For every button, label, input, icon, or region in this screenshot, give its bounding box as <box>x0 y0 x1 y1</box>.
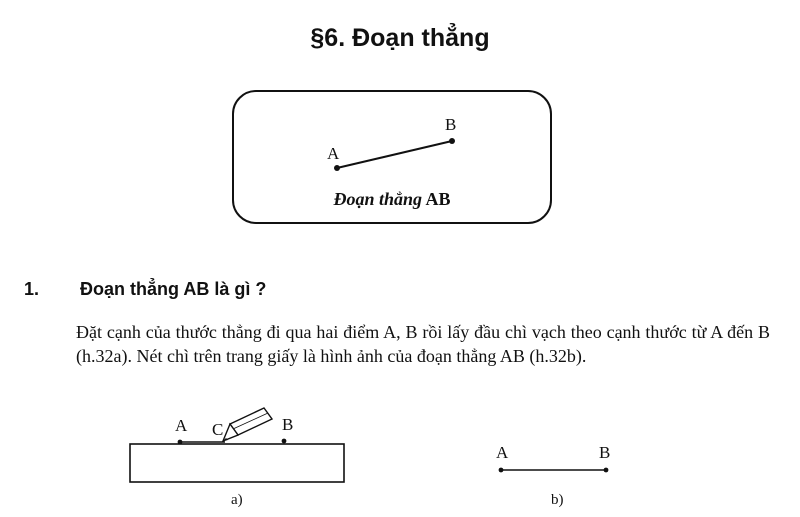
figure-b-label-b: B <box>599 443 611 462</box>
section-title: Đoạn thẳng AB là gì ? <box>80 279 267 299</box>
point-a-label: A <box>327 144 340 163</box>
point-b-label: B <box>445 115 457 134</box>
figure-b-label-a: A <box>496 443 509 462</box>
figure-a-caption: a) <box>231 492 243 508</box>
figure-b-point-b-dot <box>604 468 609 473</box>
section-paragraph: Đặt cạnh của thước thẳng đi qua hai điểm A, B rồi lấy đầu chì vạch theo cạnh thước từ A đến B (h.32a). Nét chì trên trang giấy là hình ảnh của đoạn thẳng AB (h.32b). <box>76 322 770 366</box>
figure-b-caption: b) <box>551 492 564 508</box>
figure-a-label-b: B <box>282 415 294 434</box>
figure-a-label-a: A <box>175 416 188 435</box>
definition-caption-name: AB <box>425 189 451 209</box>
figure-a-label-c: C <box>212 420 224 439</box>
section-number: 1. <box>24 279 40 299</box>
definition-caption-italic: Đoạn thẳng <box>333 189 422 209</box>
page-title: §6. Đoạn thẳng <box>310 24 490 52</box>
figure-b-point-a-dot <box>499 468 504 473</box>
